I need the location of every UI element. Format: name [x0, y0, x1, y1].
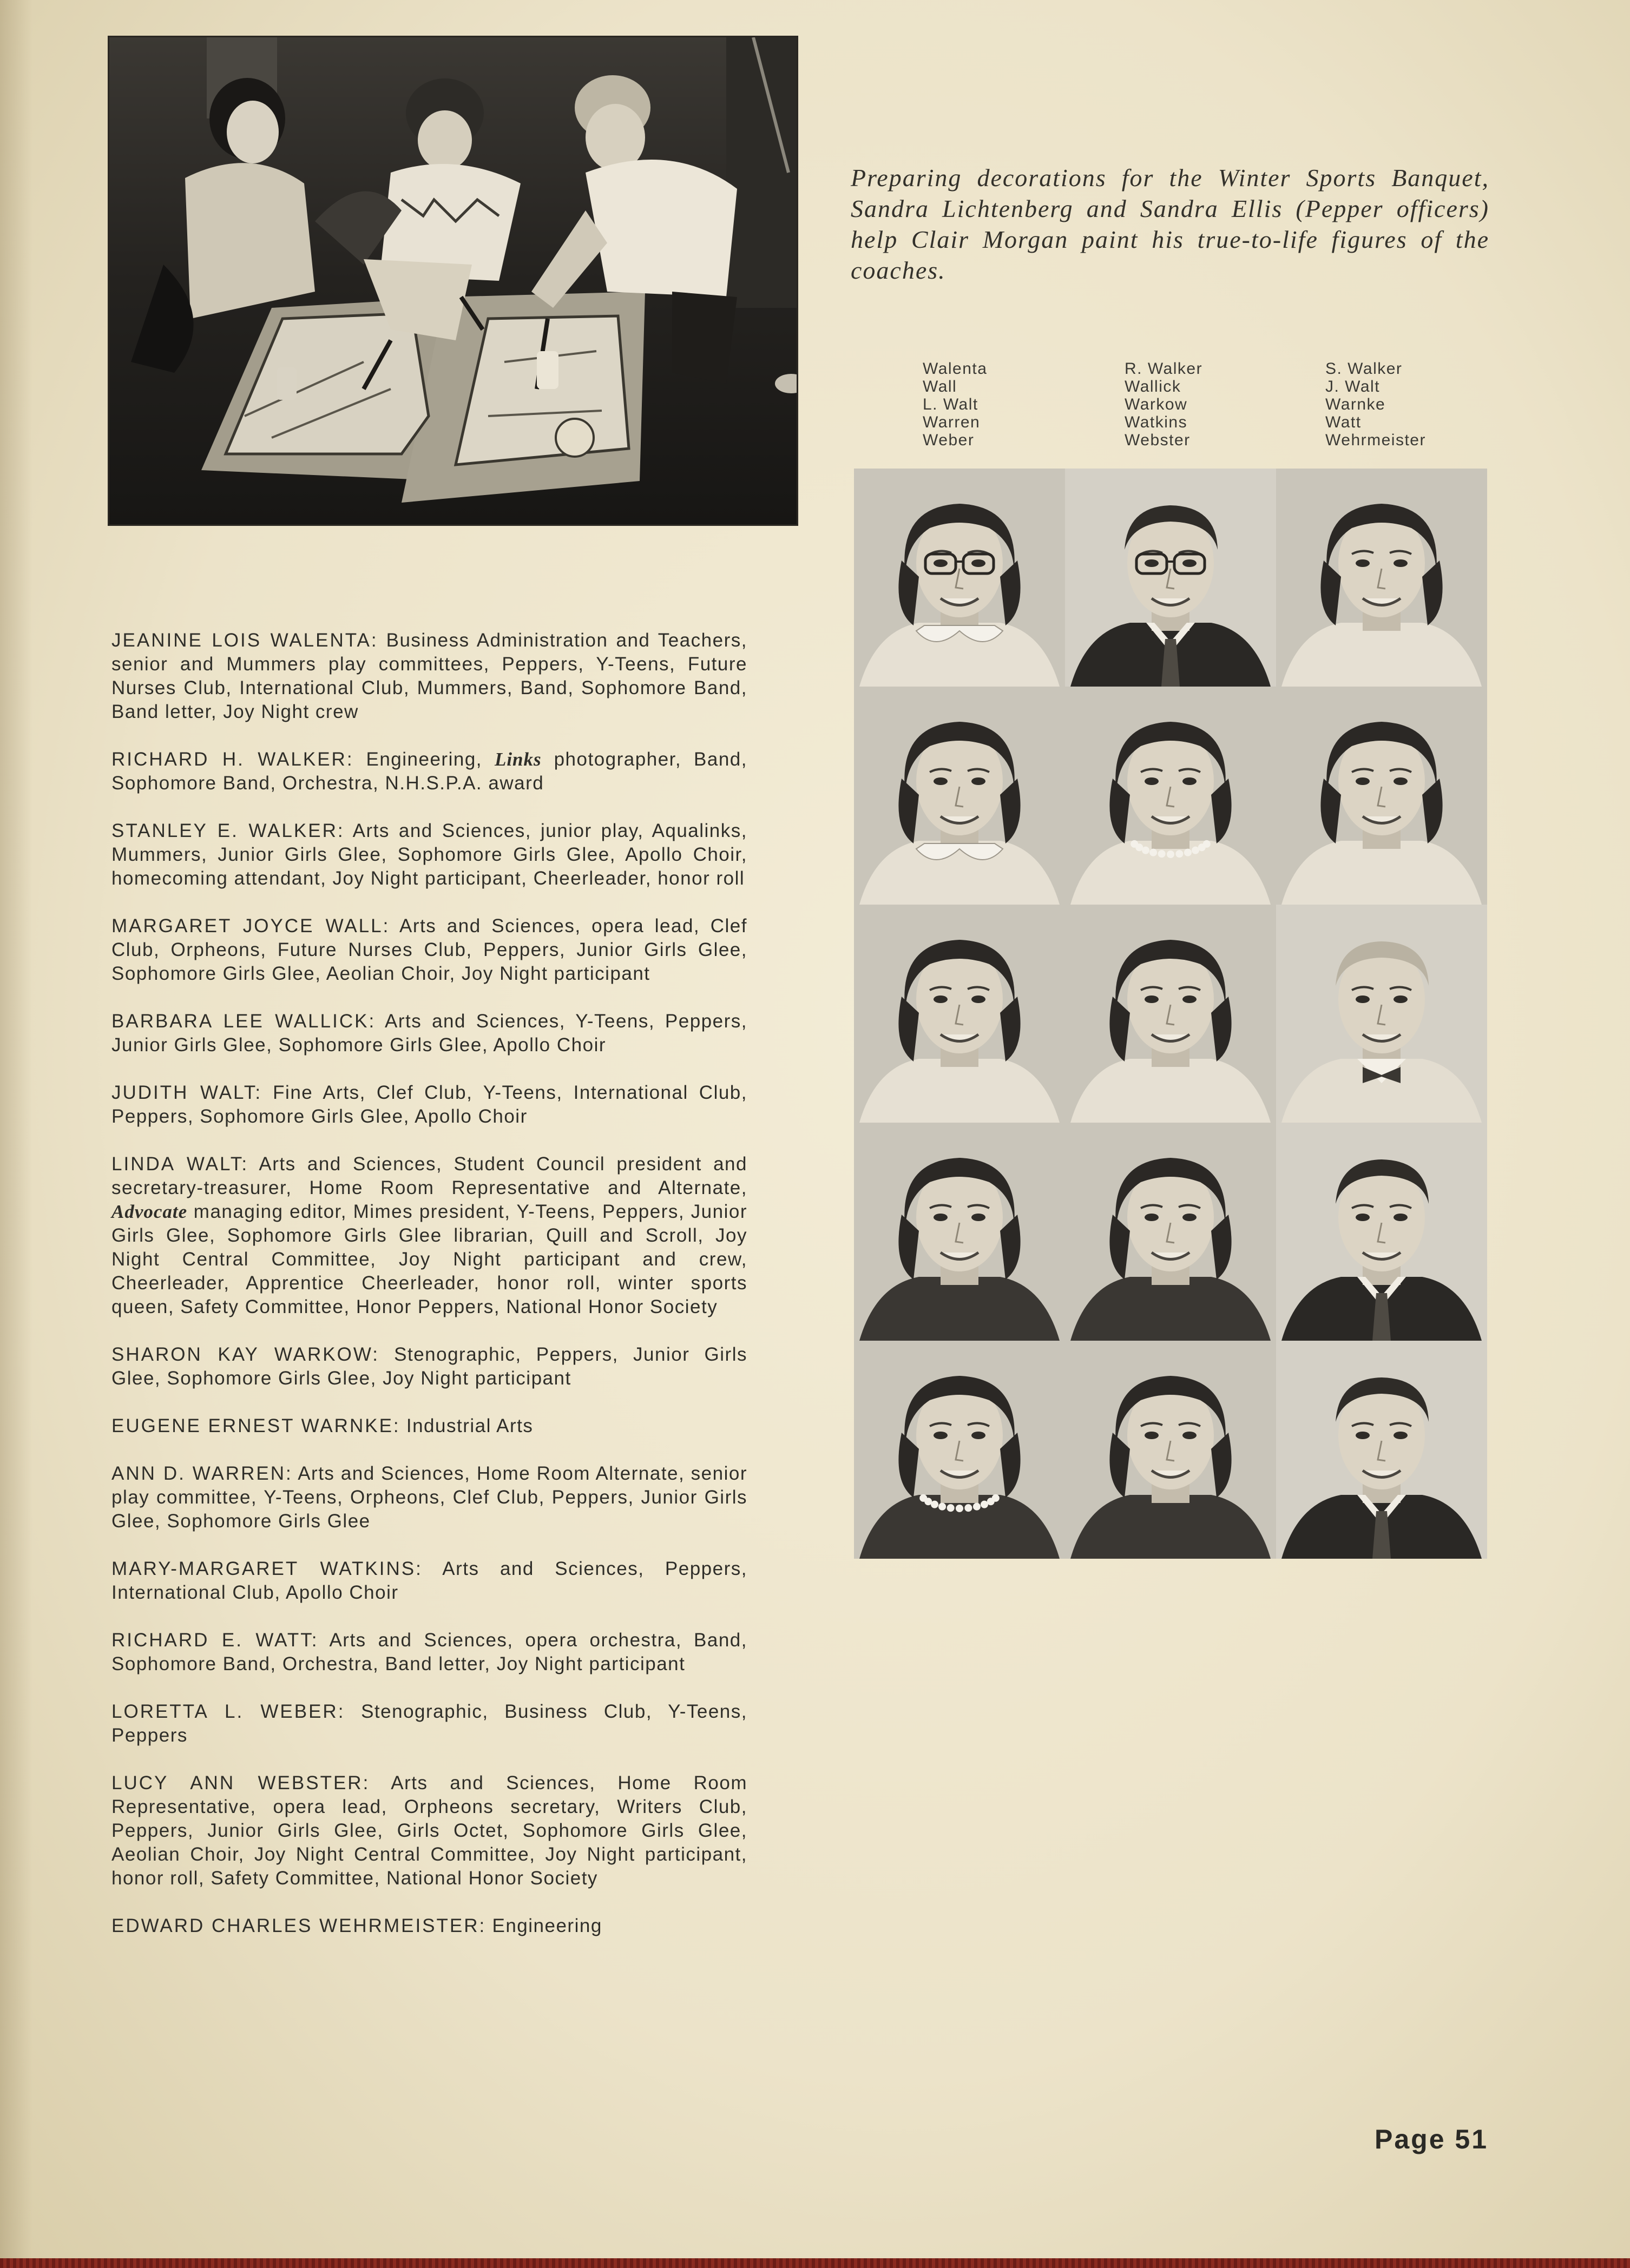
portrait-photo — [1065, 1123, 1276, 1341]
portrait-grid — [854, 469, 1487, 1559]
bio-text: Arts and Sciences, Y-Teens, Peppers, Junior Girls Glee, Sophomore Girls Glee, Apollo Choir — [111, 1011, 747, 1056]
bio-text: Arts and Sciences, opera orchestra, Band, Sophomore Band, Orchestra, Band letter, Joy Night participant — [111, 1630, 747, 1674]
bio-text: Industrial Arts — [400, 1415, 534, 1436]
name-key-entry: Warkow — [1125, 395, 1188, 413]
bio-name: STANLEY E. WALKER: — [111, 820, 345, 841]
banquet-photo-drawing — [109, 37, 797, 524]
bio-text: Engineering — [486, 1915, 602, 1936]
portrait-photo — [854, 687, 1065, 905]
name-key-entry: Wehrmeister — [1325, 431, 1426, 449]
name-key-entry: L. Walt — [923, 395, 978, 413]
bio-walenta — [111, 629, 747, 724]
bio-watkins — [111, 1557, 747, 1605]
photo-caption: Preparing decorations for the Winter Sports Banquet, Sandra Lichtenberg and Sandra Ellis (Pepper officers) help Clair Morgan paint his true-to-life figures of the coaches. — [851, 164, 1489, 284]
bio-weber — [111, 1700, 747, 1748]
bio-warnke — [111, 1414, 747, 1438]
portrait-wehrmeister — [1276, 1341, 1487, 1559]
name-key-entry: Weber — [923, 431, 975, 449]
banquet-decorations-photo — [109, 37, 797, 524]
bio-text: Arts and Sciences, Home Room Alternate, senior play committee, Y-Teens, Orpheons, Clef Club, Peppers, Junior Girls Glee, Sophomore Girls Glee — [111, 1463, 747, 1532]
name-key-entry: Walenta — [923, 360, 988, 378]
portrait-wallick — [1065, 687, 1276, 905]
name-key-entry: R. Walker — [1125, 360, 1203, 378]
bio-name: SHARON KAY WARKOW: — [111, 1344, 379, 1365]
bio-name: RICHARD H. WALKER: — [111, 749, 354, 770]
portrait-photo — [1276, 469, 1487, 687]
name-key-column-2 — [1125, 360, 1202, 449]
bio-name: JEANINE LOIS WALENTA: — [111, 630, 378, 651]
portrait-photo — [1276, 687, 1487, 905]
bio-text: Fine Arts, Clef Club, Y-Teens, International Club, Peppers, Sophomore Girls Glee, Apollo Choir — [111, 1082, 747, 1127]
portrait-watt — [1276, 1123, 1487, 1341]
publication-name: Links — [494, 749, 542, 770]
portrait-photo — [1065, 1341, 1276, 1559]
portrait-photo — [854, 1341, 1065, 1559]
bio-l-walt — [111, 1152, 747, 1319]
page-number: Page 51 — [1375, 2124, 1489, 2154]
portrait-s-walker — [1276, 469, 1487, 687]
name-key-entry: Wallick — [1125, 378, 1181, 395]
bio-name: EUGENE ERNEST WARNKE: — [111, 1415, 400, 1436]
portrait-l-walt — [854, 905, 1065, 1123]
name-key-column-1 — [923, 360, 987, 449]
portrait-warren — [854, 1123, 1065, 1341]
portrait-photo — [854, 469, 1065, 687]
portrait-photo — [1276, 1123, 1487, 1341]
bio-text: Arts and Sciences, Peppers, International Club, Apollo Choir — [111, 1558, 747, 1603]
portrait-j-walt — [1276, 687, 1487, 905]
portrait-r-walker — [1065, 469, 1276, 687]
bio-j-walt — [111, 1081, 747, 1129]
bio-text: Stenographic, Peppers, Junior Girls Glee, Sophomore Girls Glee, Joy Night participant — [111, 1344, 747, 1389]
portrait-photo — [1065, 469, 1276, 687]
bio-text: Engineering, — [353, 749, 495, 770]
bio-name: RICHARD E. WATT: — [111, 1630, 319, 1651]
name-key-entry: Watkins — [1125, 413, 1188, 431]
bio-text: Arts and Sciences, junior play, Aqualinks, Mummers, Junior Girls Glee, Sophomore Girls Glee, Apollo Choir, homecoming attendant, Joy Night participant, Cheerleader, honor roll — [111, 820, 747, 889]
spine-shadow — [0, 0, 32, 2268]
bio-text: photographer, Band, Sophomore Band, Orchestra, N.H.S.P.A. award — [111, 749, 747, 794]
senior-biographies — [111, 629, 747, 1962]
name-key-column-3 — [1325, 360, 1426, 449]
bio-warren — [111, 1462, 747, 1533]
bio-wehrmeister — [111, 1914, 747, 1938]
binding-edge — [0, 2258, 1630, 2268]
portrait-watkins — [1065, 1123, 1276, 1341]
portrait-weber — [854, 1341, 1065, 1559]
bio-watt — [111, 1629, 747, 1676]
bio-name: JUDITH WALT: — [111, 1082, 262, 1103]
bio-webster — [111, 1771, 747, 1890]
bio-wallick — [111, 1010, 747, 1057]
bio-wall — [111, 914, 747, 986]
name-key-entry: Watt — [1325, 413, 1362, 431]
bio-name: EDWARD CHARLES WEHRMEISTER: — [111, 1915, 487, 1936]
portrait-photo — [1276, 1341, 1487, 1559]
name-key-entry: Wall — [923, 378, 957, 395]
portrait-photo — [854, 905, 1065, 1123]
portrait-wall — [854, 687, 1065, 905]
bio-text: Arts and Sciences, opera lead, Clef Club, Orpheons, Future Nurses Club, Peppers, Junior Girls Glee, Sophomore Girls Glee, Aeolian Choir, Joy Night participant — [111, 915, 747, 984]
bio-r-walker — [111, 748, 747, 795]
portrait-photo — [1065, 687, 1276, 905]
name-key-entry: S. Walker — [1325, 360, 1403, 378]
bio-name: MARY-MARGARET WATKINS: — [111, 1558, 423, 1579]
bio-text: managing editor, Mimes president, Y-Teens, Peppers, Junior Girls Glee, Sophomore Girls Glee librarian, Quill and Scroll, Joy Night Central Committee, Joy Night participant and crew, Cheerleader, Apprentice Cheerleader, honor roll, winter sports queen, Safety Committee, Honor Peppers, National Honor Society — [111, 1201, 747, 1317]
portrait-walenta — [854, 469, 1065, 687]
bio-name: LUCY ANN WEBSTER: — [111, 1772, 370, 1794]
bio-name: MARGARET JOYCE WALL: — [111, 915, 390, 937]
name-key-entry: Webster — [1125, 431, 1191, 449]
bio-name: ANN D. WARREN: — [111, 1463, 293, 1484]
portrait-photo — [1065, 905, 1276, 1123]
bio-text: Stenographic, Business Club, Y-Teens, Peppers — [111, 1701, 747, 1746]
name-key-entry: J. Walt — [1325, 378, 1381, 395]
bio-name: BARBARA LEE WALLICK: — [111, 1011, 376, 1032]
portrait-photo — [1276, 905, 1487, 1123]
bio-name: LORETTA L. WEBER: — [111, 1701, 345, 1722]
portrait-webster — [1065, 1341, 1276, 1559]
bio-warkow — [111, 1343, 747, 1390]
bio-text: Business Administration and Teachers, senior and Mummers play committees, Peppers, Y-Teens, Future Nurses Club, International Club, Mummers, Band, Sophomore Band, Band letter, Joy Night crew — [111, 630, 747, 722]
bio-text: Arts and Sciences, Student Council president and secretary-treasurer, Home Room Representative and Alternate, — [111, 1153, 747, 1198]
name-key-entry: Warren — [923, 413, 981, 431]
portrait-warkow — [1065, 905, 1276, 1123]
name-key-entry: Warnke — [1325, 395, 1386, 413]
portrait-warnke — [1276, 905, 1487, 1123]
bio-name: LINDA WALT: — [111, 1153, 249, 1175]
publication-name: Advocate — [111, 1201, 188, 1222]
bio-s-walker — [111, 819, 747, 891]
bio-text: Arts and Sciences, Home Room Representative, opera lead, Orpheons secretary, Writers Club, Peppers, Junior Girls Glee, Girls Octet, Sophomore Girls Glee, Aeolian Choir, Joy Night Central Committee, Joy Night participant, honor roll, Safety Committee, National Honor Society — [111, 1772, 748, 1889]
portrait-photo — [854, 1123, 1065, 1341]
